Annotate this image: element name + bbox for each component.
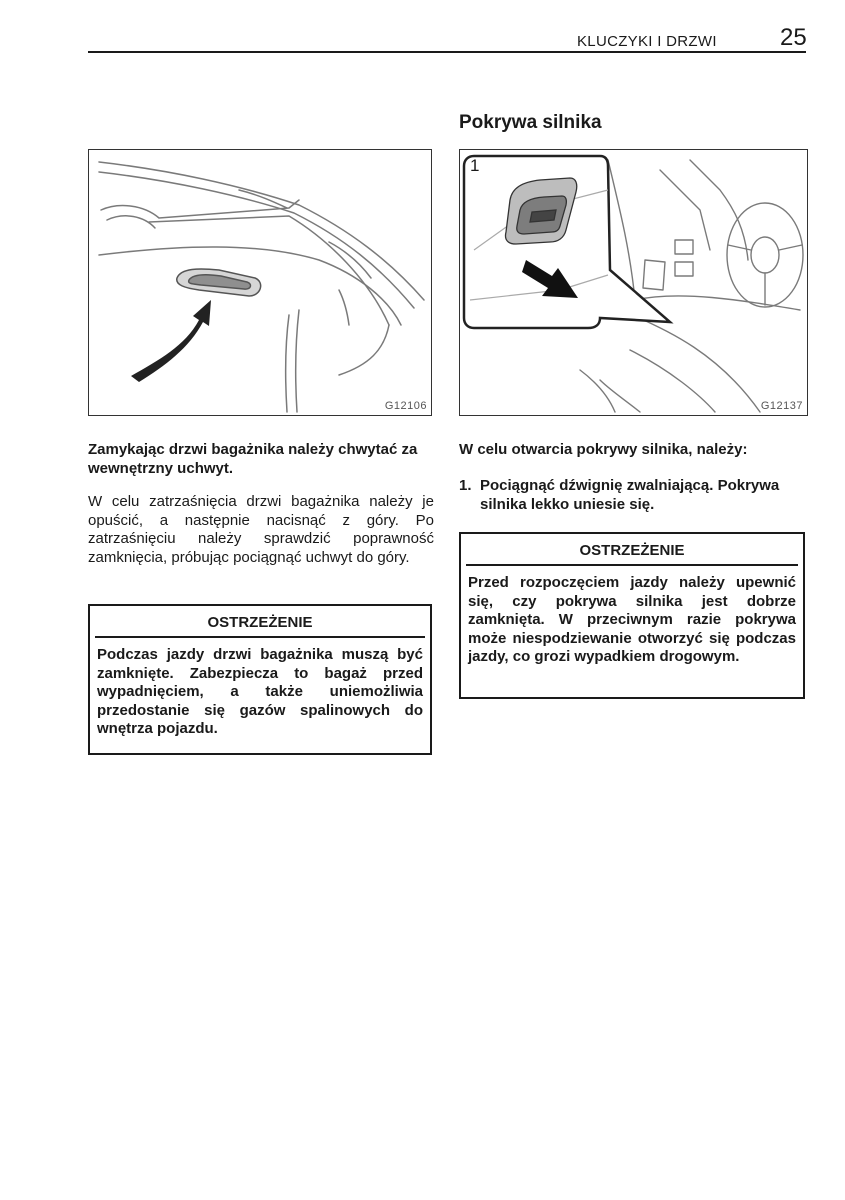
step-text: Pociągnąć dźwignię zwalniającą. Pokrywa silnika lekko uniesie się. (480, 477, 780, 513)
figure-callout-number: 1 (470, 156, 480, 175)
section-title: Pokrywa silnika (459, 112, 602, 133)
tailgate-paragraph: W celu zatrzaśnięcia drzwi bagażnika należy je opuścić, a następnie nacisnąć z góry. Po zatrzaśnięciu należy sprawdzić poprawność zamknięcia, próbując pociągnąć uchwyt do góry. (88, 493, 434, 566)
tailgate-handle-illustration (89, 150, 431, 415)
tailgate-lead-text: Zamykając drzwi bagażnika należy chwytać za wewnętrzny uchwyt. (88, 441, 418, 477)
arrow-shape (131, 300, 211, 382)
header-rule (88, 51, 806, 53)
hood-release-figure (459, 149, 808, 416)
hood-release-illustration (460, 150, 807, 415)
handle-shape (177, 269, 261, 296)
tailgate-handle-figure (88, 149, 432, 416)
warning-body: Przed rozpoczęciem jazdy należy upewnić się, czy pokrywa silnika jest dobrze zamknięta. W przeciwnym razie pokrywa może niespodziewanie otworzyć się podczas jazdy, co grozi wypadkiem drogowym. (468, 574, 796, 665)
hood-warning-box (459, 532, 805, 699)
section-label: KLUCZYKI I DRZWI (577, 33, 717, 50)
page-number: 25 (780, 24, 807, 51)
tailgate-warning-box (88, 604, 432, 755)
warning-title: OSTRZEŻENIE (207, 614, 313, 631)
step-number: 1. (459, 477, 472, 494)
figure-code: G12106 (384, 400, 427, 412)
hood-lead-text: W celu otwarcia pokrywy silnika, należy: (459, 441, 748, 458)
warning-title: OSTRZEŻENIE (579, 542, 685, 559)
warning-body: Podczas jazdy drzwi bagażnika muszą być zamknięte. Zabezpiecza to bagaż przed wypadnięciem, a także uniemożliwia przedostanie się gazów spalinowych do wnętrza pojazdu. (97, 646, 423, 737)
figure-code: G12137 (760, 400, 803, 412)
